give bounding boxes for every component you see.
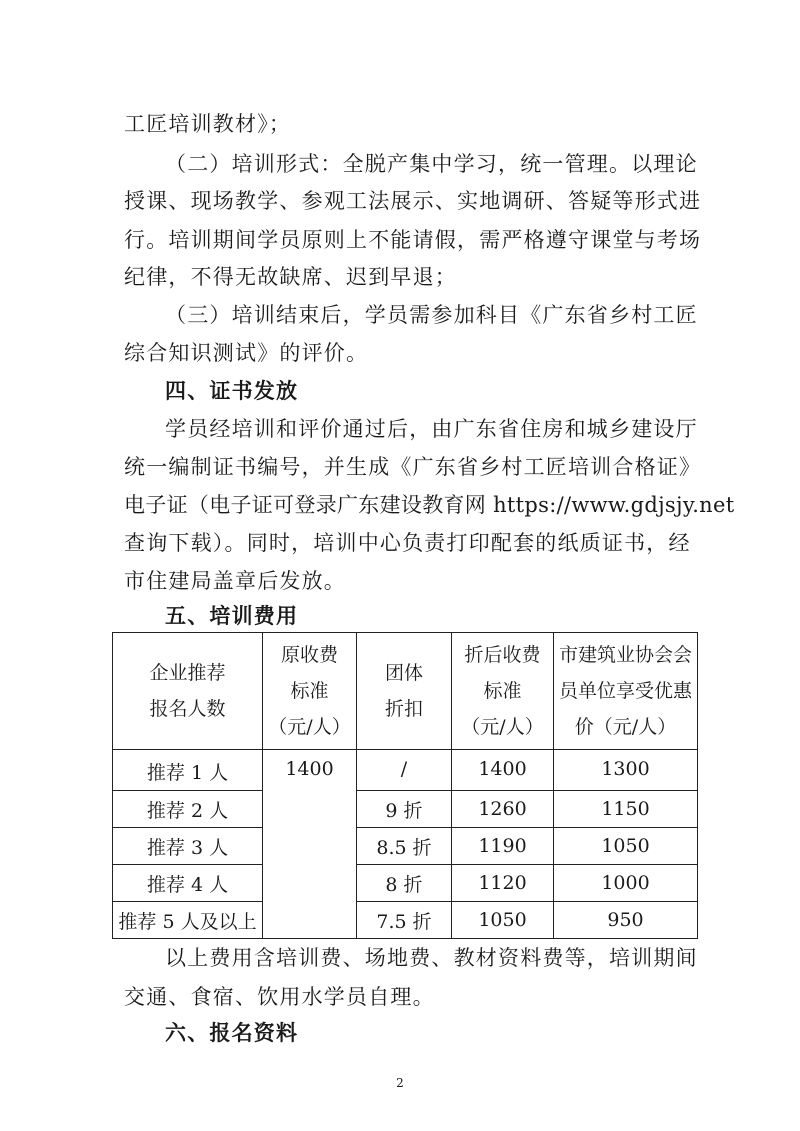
header-member-price: 市建筑业协会会 员单位享受优惠 价（元/人） bbox=[554, 633, 698, 750]
paragraph-line: 电子证（电子证可登录广东建设教育网 https://www.gdjsjy.net bbox=[124, 493, 735, 517]
paragraph-line: 市住建局盖章后发放。 bbox=[124, 569, 346, 593]
cell-count: 推荐 2 人 bbox=[113, 791, 263, 828]
paragraph-line: 行。培训期间学员原则上不能请假，需严格遵守课堂与考场 bbox=[124, 228, 702, 252]
paragraph-line: 以上费用含培训费、场地费、教材资料费等，培训期间 bbox=[165, 946, 698, 970]
page-number: 2 bbox=[396, 1076, 404, 1090]
cell-count: 推荐 5 人及以上 bbox=[113, 902, 263, 939]
cell-after-price: 1260 bbox=[452, 791, 554, 828]
paragraph-line: 交通、食宿、饮用水学员自理。 bbox=[124, 985, 435, 1009]
cell-discount: 8.5 折 bbox=[357, 828, 452, 865]
cell-count: 推荐 1 人 bbox=[113, 750, 263, 791]
cell-after-price: 1050 bbox=[452, 902, 554, 939]
table-row bbox=[113, 828, 698, 865]
fee-table-header-row bbox=[113, 633, 698, 750]
paragraph-line: 学员经培训和评价通过后，由广东省住房和城乡建设厅 bbox=[165, 417, 698, 441]
header-original-price: 原收费 标准 （元/人） bbox=[263, 633, 357, 750]
cell-count: 推荐 4 人 bbox=[113, 865, 263, 902]
paragraph-line: 授课、现场教学、参观工法展示、实地调研、答疑等形式进 bbox=[124, 189, 702, 213]
cell-discount: 8 折 bbox=[357, 865, 452, 902]
paragraph-line: （三）培训结束后，学员需参加科目《广东省乡村工匠 bbox=[165, 303, 698, 327]
table-row bbox=[113, 750, 698, 791]
header-count: 企业推荐 报名人数 bbox=[113, 633, 263, 750]
cell-discount: 9 折 bbox=[357, 791, 452, 828]
paragraph-line: （二）培训形式：全脱产集中学习，统一管理。以理论 bbox=[165, 152, 698, 176]
fee-table bbox=[112, 632, 698, 939]
cell-after-price: 1400 bbox=[452, 750, 554, 791]
header-discounted-price: 折后收费 标准 （元/人） bbox=[452, 633, 554, 750]
paragraph-line: 纪律，不得无故缺席、迟到早退； bbox=[124, 265, 457, 289]
section-heading-registration: 六、报名资料 bbox=[165, 1021, 299, 1045]
paragraph-line: 统一编制证书编号，并生成《广东省乡村工匠培训合格证》 bbox=[124, 455, 702, 479]
cell-count: 推荐 3 人 bbox=[113, 828, 263, 865]
cell-member-price: 950 bbox=[554, 902, 698, 939]
header-group-discount: 团体 折扣 bbox=[357, 633, 452, 750]
cell-member-price: 1000 bbox=[554, 865, 698, 902]
paragraph-line: 综合知识测试》的评价。 bbox=[124, 341, 369, 365]
cell-member-price: 1150 bbox=[554, 791, 698, 828]
cell-after-price: 1190 bbox=[452, 828, 554, 865]
cell-original-price: 1400 bbox=[263, 750, 357, 939]
cell-discount: 7.5 折 bbox=[357, 902, 452, 939]
table-row bbox=[113, 865, 698, 902]
cell-after-price: 1120 bbox=[452, 865, 554, 902]
paragraph-line: 查询下载）。同时，培训中心负责打印配套的纸质证书，经 bbox=[124, 531, 691, 555]
section-heading-certificate: 四、证书发放 bbox=[165, 379, 299, 403]
paragraph-line: 工匠培训教材》； bbox=[124, 112, 292, 136]
cell-member-price: 1050 bbox=[554, 828, 698, 865]
table-row bbox=[113, 902, 698, 939]
cell-discount: / bbox=[357, 750, 452, 791]
table-row bbox=[113, 791, 698, 828]
cell-member-price: 1300 bbox=[554, 750, 698, 791]
section-heading-fees: 五、培训费用 bbox=[165, 604, 299, 628]
